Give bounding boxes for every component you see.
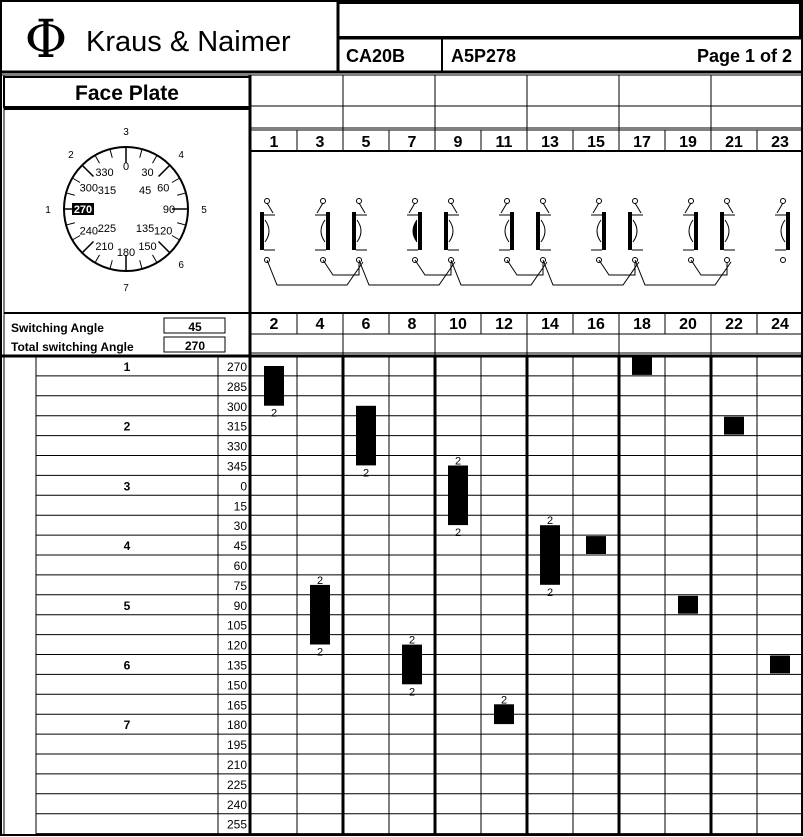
dial-tick bbox=[95, 255, 100, 263]
contact-bar-label-top: 2 bbox=[454, 455, 462, 468]
dial-tick bbox=[66, 193, 75, 195]
contact-cam bbox=[633, 220, 637, 242]
contact-bar-label-top: 2 bbox=[316, 574, 324, 587]
dial-angle-label: 150 bbox=[138, 241, 157, 254]
terminal-screw bbox=[597, 199, 602, 204]
dial-tick bbox=[153, 155, 158, 163]
contact-bar-label-bottom: 2 bbox=[546, 586, 554, 599]
contact-blade-right bbox=[786, 212, 790, 250]
contact-bar-label-top: 2 bbox=[546, 515, 554, 528]
contact-blade-right bbox=[326, 212, 330, 250]
dial-angle-label: 330 bbox=[95, 166, 114, 179]
contact-cam bbox=[541, 220, 545, 242]
dial-tick bbox=[172, 178, 180, 183]
dial-tick bbox=[177, 193, 186, 195]
contact-cam bbox=[449, 220, 453, 242]
contact-blade-left bbox=[352, 212, 356, 250]
table-angle-value: 255 bbox=[226, 817, 247, 832]
dial-tick bbox=[172, 236, 180, 241]
contact-bar-label-bottom: 2 bbox=[316, 646, 324, 659]
contact-lead bbox=[685, 203, 691, 213]
dial-angle-label: 135 bbox=[135, 223, 155, 236]
dial-tick bbox=[82, 165, 93, 176]
dial-angle-label: 225 bbox=[97, 223, 117, 236]
dial-angle-label: 45 bbox=[138, 184, 152, 197]
terminal-number-bottom: 18 bbox=[633, 316, 651, 333]
contact-closed-bar bbox=[310, 585, 330, 645]
series-label: CA20B bbox=[346, 46, 406, 66]
table-position-number: 7 bbox=[123, 718, 131, 733]
dial-position-number: 6 bbox=[178, 260, 184, 272]
contact-closed-bar bbox=[448, 466, 468, 526]
terminal-number-bottom: 24 bbox=[771, 316, 789, 333]
table-position-number: 6 bbox=[123, 658, 131, 673]
switching-table bbox=[36, 356, 803, 834]
program-number: A5P278 bbox=[451, 46, 517, 66]
table-angle-value: 105 bbox=[226, 618, 247, 633]
contact-lead bbox=[777, 203, 783, 213]
table-angle-value: 240 bbox=[226, 797, 247, 812]
contact-closed-bar bbox=[356, 406, 376, 466]
dial-tick bbox=[82, 242, 93, 253]
contact-closed-bar bbox=[632, 357, 652, 375]
terminal-number-bottom: 2 bbox=[269, 316, 279, 333]
terminal-number-top: 15 bbox=[587, 134, 605, 151]
contact-closed-bar bbox=[678, 596, 698, 614]
terminal-screw bbox=[357, 199, 362, 204]
terminal-screw bbox=[321, 199, 326, 204]
table-angle-value: 330 bbox=[226, 439, 247, 454]
contact-blade-left bbox=[628, 212, 632, 250]
bridge-wire bbox=[507, 260, 543, 275]
company-name: Kraus & Naimer bbox=[86, 26, 291, 58]
terminal-number-bottom: 12 bbox=[495, 316, 513, 333]
terminal-screw bbox=[541, 199, 546, 204]
terminal-number-top: 13 bbox=[541, 134, 559, 151]
bridge-wire bbox=[359, 260, 455, 285]
terminal-screw bbox=[265, 199, 270, 204]
dial-angle-label: 300 bbox=[79, 182, 98, 195]
switching-angle-value: 45 bbox=[188, 320, 202, 334]
terminal-number-top: 7 bbox=[407, 134, 417, 151]
terminal-screw bbox=[725, 199, 730, 204]
dial-tick bbox=[153, 255, 158, 263]
company-logo-symbol: Φ bbox=[24, 10, 68, 70]
contact-cam bbox=[689, 220, 693, 242]
contact-blade-left bbox=[260, 212, 264, 250]
table-angle-value: 60 bbox=[233, 559, 247, 573]
contact-lead bbox=[593, 203, 599, 213]
table-angle-value: 135 bbox=[226, 658, 247, 673]
dial-tick bbox=[140, 260, 142, 269]
table-angle-value: 285 bbox=[226, 379, 247, 394]
bridge-wire bbox=[415, 260, 451, 275]
bridge-wire bbox=[599, 260, 635, 275]
dial-tick bbox=[110, 260, 112, 269]
dial-angle-label: 270 bbox=[73, 204, 93, 216]
dial-tick bbox=[140, 149, 142, 158]
dial-position-number: 1 bbox=[45, 205, 51, 216]
terminal-number-bottom: 14 bbox=[541, 316, 559, 333]
table-angle-value: 315 bbox=[226, 419, 247, 434]
terminal-number-bottom: 20 bbox=[679, 316, 697, 333]
dial-tick bbox=[95, 155, 100, 163]
table-angle-value: 15 bbox=[233, 499, 247, 514]
dial-angle-label: 30 bbox=[141, 166, 154, 179]
contact-blade-left bbox=[444, 212, 448, 250]
contact-blade-right bbox=[510, 212, 514, 250]
table-angle-value: 120 bbox=[226, 638, 247, 653]
terminal-screw bbox=[413, 199, 418, 204]
contact-blade-left bbox=[720, 212, 724, 250]
dial-tick bbox=[177, 223, 186, 225]
contact-lead bbox=[501, 203, 507, 213]
terminal-screw bbox=[781, 258, 786, 263]
bridge-wire bbox=[635, 260, 731, 285]
table-position-number: 1 bbox=[123, 360, 131, 374]
terminal-number-top: 9 bbox=[453, 134, 463, 151]
terminal-number-bottom: 16 bbox=[587, 316, 605, 333]
contact-cam bbox=[357, 220, 361, 242]
contact-closed-bar bbox=[402, 645, 422, 685]
table-angle-value: 300 bbox=[226, 399, 247, 414]
terminal-number-top: 19 bbox=[679, 134, 697, 151]
contact-cam bbox=[505, 220, 509, 242]
contact-blade-right bbox=[418, 212, 422, 250]
table-angle-value: 210 bbox=[226, 758, 247, 772]
contact-closed-bar bbox=[264, 366, 284, 406]
table-angle-value: 90 bbox=[233, 598, 247, 613]
contact-lead bbox=[727, 203, 733, 213]
contact-cam bbox=[597, 220, 601, 242]
table-position-number: 3 bbox=[123, 479, 131, 494]
terminal-screw bbox=[505, 199, 510, 204]
contact-bar-label-bottom: 2 bbox=[362, 467, 370, 480]
dial-position-number: 4 bbox=[178, 149, 184, 161]
terminal-number-bottom: 10 bbox=[449, 316, 467, 333]
contact-cam bbox=[781, 220, 785, 242]
terminal-number-bottom: 6 bbox=[361, 316, 371, 333]
table-position-number: 4 bbox=[123, 539, 131, 554]
header bbox=[1, 1, 802, 835]
table-position-number: 2 bbox=[123, 419, 131, 434]
contact-bar-label-top: 2 bbox=[500, 694, 508, 707]
dial-angle-label: 60 bbox=[157, 182, 170, 195]
dial-angle-label: 240 bbox=[79, 225, 98, 238]
contact-closed-bar bbox=[494, 704, 514, 724]
dial-angle-label: 90 bbox=[162, 204, 176, 216]
contact-cam bbox=[265, 220, 269, 242]
dial-tick bbox=[66, 223, 75, 225]
table-position-number: 5 bbox=[123, 598, 131, 613]
table-angle-value: 180 bbox=[226, 718, 247, 733]
dial-angle-label: 120 bbox=[154, 225, 173, 238]
contact-blade-right bbox=[602, 212, 606, 250]
contact-cam bbox=[413, 220, 417, 242]
terminal-number-bottom: 22 bbox=[725, 316, 743, 333]
dial-position-number: 5 bbox=[201, 205, 207, 216]
contact-lead bbox=[267, 203, 273, 213]
table-angle-value: 150 bbox=[226, 678, 247, 693]
table-angle-value: 30 bbox=[233, 519, 247, 534]
table-angle-value: 75 bbox=[233, 578, 247, 593]
table-angle-value: 270 bbox=[226, 360, 247, 374]
table-angle-value: 45 bbox=[233, 539, 247, 554]
bridge-wire bbox=[543, 260, 639, 285]
terminal-number-top: 21 bbox=[725, 134, 743, 151]
bridge-wire bbox=[267, 260, 363, 285]
total-switching-angle-value: 270 bbox=[184, 339, 206, 353]
terminal-number-top: 11 bbox=[495, 134, 513, 151]
table-angle-value: 165 bbox=[226, 698, 247, 713]
table-angle-value: 225 bbox=[226, 777, 247, 792]
dial-position-number: 7 bbox=[123, 283, 129, 294]
contact-lead bbox=[451, 203, 457, 213]
contact-closed-bar bbox=[770, 656, 790, 674]
contact-cam bbox=[725, 220, 729, 242]
table-angle-value: 195 bbox=[226, 738, 247, 753]
contact-closed-bar bbox=[724, 417, 744, 435]
dial-tick bbox=[159, 165, 170, 176]
terminal-screw bbox=[633, 199, 638, 204]
contact-blade-right bbox=[694, 212, 698, 250]
terminal-screw bbox=[689, 199, 694, 204]
terminal-number-bottom: 8 bbox=[407, 316, 417, 333]
terminal-number-top: 1 bbox=[269, 134, 279, 151]
contact-lead bbox=[359, 203, 365, 213]
bridge-wire bbox=[691, 260, 727, 275]
dial-tick bbox=[110, 149, 112, 158]
terminal-number-top: 23 bbox=[771, 134, 789, 151]
contact-lead bbox=[543, 203, 549, 213]
contact-bar-label-bottom: 2 bbox=[454, 527, 462, 540]
dial-position-number: 2 bbox=[68, 149, 74, 161]
contact-lead bbox=[409, 203, 415, 213]
terminal-number-top: 5 bbox=[361, 134, 371, 151]
dial-angle-label: 210 bbox=[95, 241, 114, 254]
terminal-number-bottom: 4 bbox=[315, 316, 325, 333]
terminal-screw bbox=[781, 199, 786, 204]
terminal-number-top: 3 bbox=[315, 134, 325, 151]
terminal-screw bbox=[449, 199, 454, 204]
contact-closed-bar bbox=[586, 536, 606, 554]
contact-closed-bar bbox=[540, 525, 560, 585]
dial-tick bbox=[159, 242, 170, 253]
contact-lead bbox=[635, 203, 641, 213]
switching-angle-label: Switching Angle bbox=[11, 321, 104, 335]
face-plate-dial bbox=[45, 127, 207, 294]
contact-bar-label-bottom: 2 bbox=[270, 407, 278, 420]
contact-bar-label-top: 2 bbox=[408, 634, 416, 647]
contact-bar-label-bottom: 2 bbox=[408, 686, 416, 699]
contact-cam bbox=[321, 220, 325, 242]
dial-angle-label: 180 bbox=[116, 247, 136, 259]
terminal-number-top: 17 bbox=[633, 134, 651, 151]
bridge-wire bbox=[451, 260, 547, 285]
face-plate-title: Face Plate bbox=[75, 82, 179, 105]
dial-angle-label: 0 bbox=[122, 161, 130, 173]
contact-blade-left bbox=[536, 212, 540, 250]
dial-position-number: 3 bbox=[123, 127, 129, 138]
dial-angle-label: 315 bbox=[97, 184, 117, 197]
contact-wiring-diagram bbox=[260, 199, 790, 286]
table-angle-value: 345 bbox=[226, 459, 247, 474]
bridge-wire bbox=[323, 260, 359, 275]
page-number: Page 1 of 2 bbox=[696, 46, 792, 66]
terminal-screw bbox=[725, 258, 730, 263]
table-angle-value: 0 bbox=[240, 479, 247, 494]
contact-lead bbox=[317, 203, 323, 213]
total-switching-angle-label: Total switching Angle bbox=[11, 340, 134, 354]
